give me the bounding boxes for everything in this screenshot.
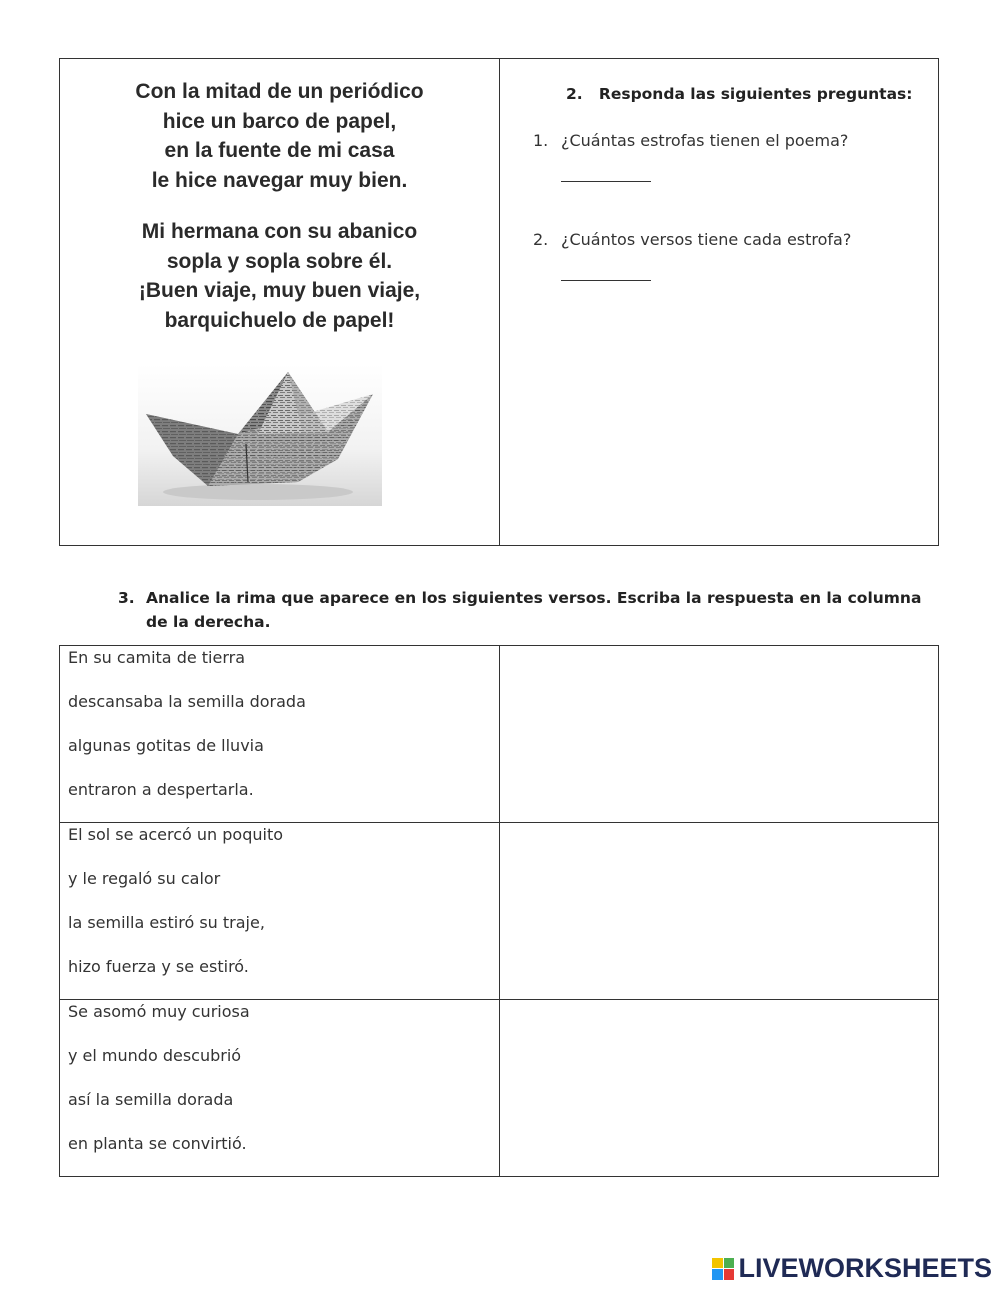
table-row (60, 646, 939, 823)
verse-line: Se asomó muy curiosa (68, 1002, 250, 1021)
verse-line: y el mundo descubrió (68, 1046, 242, 1065)
answer-cell[interactable] (500, 646, 939, 823)
poem-line: ¡Buen viaje, muy buen viaje, (138, 279, 421, 302)
questions-title-text: Responda las siguientes preguntas: (598, 85, 913, 103)
section-3-instruction (118, 586, 938, 634)
verse-line: entraron a despertarla. (68, 780, 254, 799)
question-text: ¿Cuántas estrofas tienen el poema? (561, 131, 849, 150)
question-text: ¿Cuántos versos tiene cada estrofa? (561, 230, 852, 249)
question-number: 2. (533, 230, 549, 249)
verse-line: en planta se convirtió. (68, 1134, 247, 1153)
verses-cell (60, 1000, 500, 1177)
poem-line: sopla y sopla sobre él. (166, 249, 393, 273)
poem (60, 77, 499, 357)
question-item (533, 230, 851, 249)
answer-blank[interactable] (561, 180, 651, 182)
verses-cell (60, 823, 500, 1000)
verse-line: En su camita de tierra (68, 648, 246, 667)
questions-cell (500, 59, 938, 545)
answer-cell[interactable] (500, 823, 939, 1000)
liveworksheets-logo[interactable] (712, 1253, 992, 1284)
poem-stanza-1 (60, 77, 499, 195)
question-item (533, 131, 848, 150)
poem-stanza-2 (60, 217, 499, 335)
verse-line: la semilla estiró su traje, (68, 913, 265, 932)
logo-mark-icon (712, 1258, 734, 1280)
questions-title-number: 2. (566, 85, 583, 103)
logo-text: LIVEWORKSHEETS (738, 1253, 992, 1283)
verse-line: algunas gotitas de lluvia (68, 736, 264, 755)
question-number: 1. (533, 131, 549, 150)
section-3-text: Analice la rima que aparece en los siguientes versos. Escriba la respuesta en la columna de la derecha. (146, 589, 922, 631)
poem-line: barquichuelo de papel! (164, 308, 395, 332)
table-row (60, 823, 939, 1000)
verse-line: y le regaló su calor (68, 869, 221, 888)
answer-cell[interactable] (500, 1000, 939, 1177)
poem-question-table (59, 58, 939, 546)
paper-boat-image (138, 364, 382, 506)
verses-cell (60, 646, 500, 823)
answer-blank[interactable] (561, 279, 651, 281)
verse-line: descansaba la semilla dorada (68, 692, 306, 711)
verse-line: así la semilla dorada (68, 1090, 234, 1109)
poem-line: Mi hermana con su abanico (141, 220, 418, 243)
verse-line: hizo fuerza y se estiró. (68, 957, 249, 976)
rhyme-table (59, 645, 939, 1177)
poem-line: en la fuente de mi casa (164, 139, 395, 162)
section-3-number: 3. (118, 589, 135, 607)
questions-title (566, 85, 912, 103)
table-row (60, 1000, 939, 1177)
poem-line: Con la mitad de un periódico (135, 80, 424, 103)
poem-cell (60, 59, 500, 545)
poem-line: hice un barco de papel, (162, 109, 397, 133)
poem-line: le hice navegar muy bien. (151, 168, 408, 192)
verse-line: El sol se acercó un poquito (68, 825, 284, 844)
